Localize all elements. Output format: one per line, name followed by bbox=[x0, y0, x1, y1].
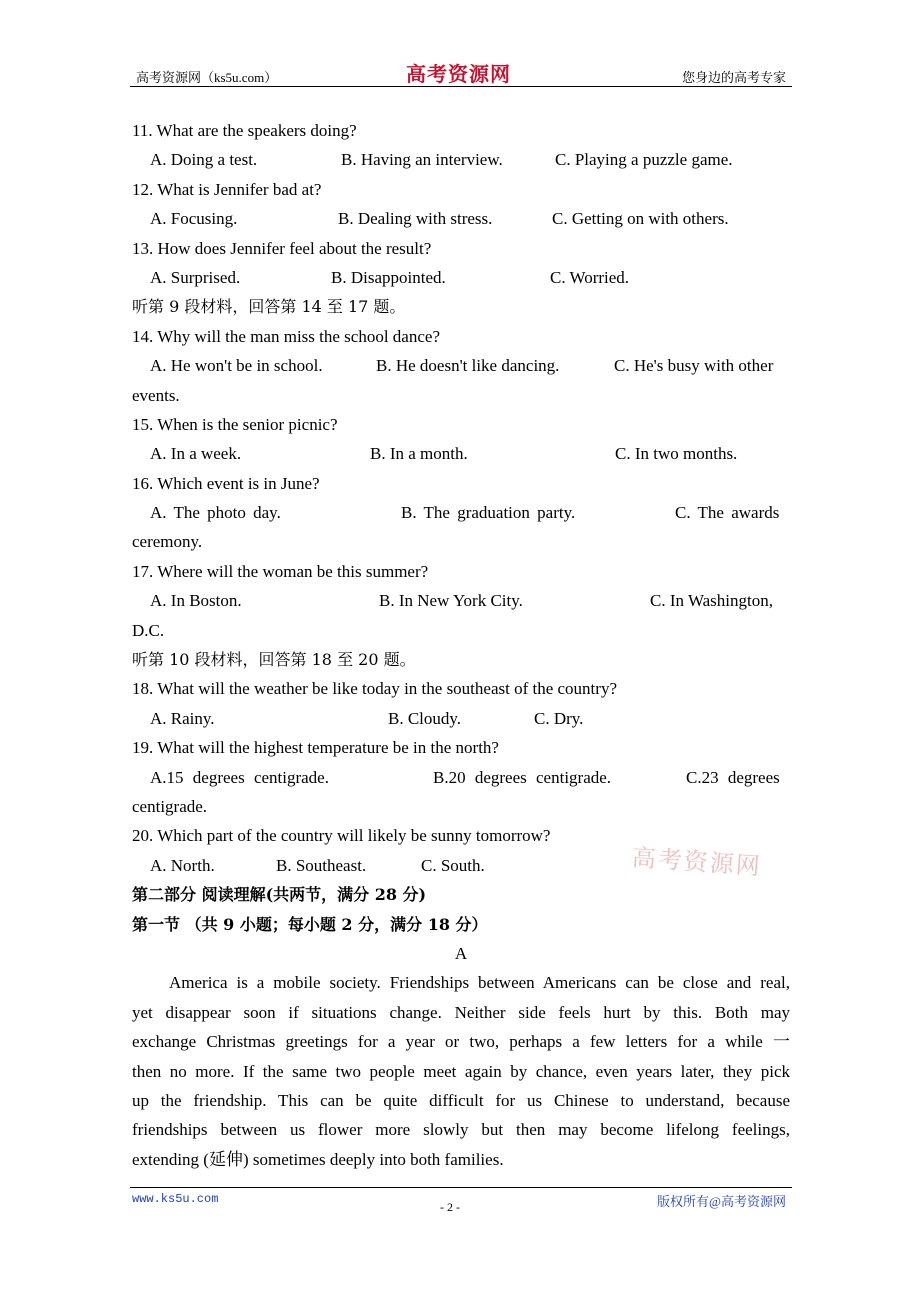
option-20-b: B. Southeast. bbox=[276, 855, 367, 875]
option-16-b: B. The graduation party. bbox=[401, 503, 576, 523]
header-logo: 高考资源网 bbox=[406, 62, 511, 86]
option-19-c-continued: centigrade. bbox=[132, 796, 208, 816]
option-17-a: A. In Boston. bbox=[150, 591, 242, 611]
option-11-a: A. Doing a test. bbox=[150, 150, 258, 170]
question-20: 20. Which part of the country will likely be sunny tomorrow? bbox=[132, 826, 551, 846]
passage-line: then no more. If the same two people meet again by chance, even years later, they pick bbox=[132, 1061, 790, 1081]
option-16-c: C. The awards bbox=[675, 503, 780, 523]
options-16 bbox=[132, 498, 790, 527]
option-14-a: A. He won't be in school. bbox=[150, 356, 323, 376]
option-13-a: A. Surprised. bbox=[150, 267, 241, 287]
option-14-b: B. He doesn't like dancing. bbox=[376, 356, 560, 376]
passage-line: America is a mobile society. Friendships between Americans can be close and real, bbox=[169, 973, 790, 993]
option-20-a: A. North. bbox=[150, 855, 215, 875]
option-13-b: B. Disappointed. bbox=[331, 267, 446, 287]
option-17-c-continued: D.C. bbox=[132, 620, 165, 640]
passage-line: up the friendship. This can be quite difficult for us Chinese to understand, because bbox=[132, 1090, 790, 1110]
question-13: 13. How does Jennifer feel about the result? bbox=[132, 238, 432, 258]
option-19-c: C.23 degrees bbox=[686, 767, 780, 787]
options-12 bbox=[132, 204, 790, 233]
question-14: 14. Why will the man miss the school dance? bbox=[132, 326, 440, 346]
question-19: 19. What will the highest temperature be in the north? bbox=[132, 738, 499, 758]
option-14-c-continued: events. bbox=[132, 385, 180, 405]
options-18 bbox=[132, 704, 790, 733]
passage-a bbox=[132, 968, 790, 1174]
options-13 bbox=[132, 263, 790, 292]
section-10-instruction: 听第 10 段材料，回答第 18 至 20 题。 bbox=[132, 650, 416, 670]
header-site-name: 高考资源网（ks5u.com） bbox=[136, 70, 278, 85]
section-9-instruction: 听第 9 段材料，回答第 14 至 17 题。 bbox=[132, 297, 406, 317]
question-18: 18. What will the weather be like today in the southeast of the country? bbox=[132, 679, 617, 699]
option-13-c: C. Worried. bbox=[550, 267, 630, 287]
page-header bbox=[130, 58, 792, 87]
option-18-b: B. Cloudy. bbox=[388, 708, 462, 728]
passage-line: friendships between us flower more slowly but then may become lifelong feelings, bbox=[132, 1120, 790, 1140]
passage-line: yet disappear soon if situations change. Neither side feels hurt by this. Both may bbox=[132, 1002, 790, 1022]
question-15: 15. When is the senior picnic? bbox=[132, 414, 338, 434]
question-11: 11. What are the speakers doing? bbox=[132, 121, 357, 140]
option-12-c: C. Getting on with others. bbox=[552, 209, 729, 229]
options-14 bbox=[132, 351, 790, 380]
option-11-b: B. Having an interview. bbox=[341, 150, 503, 170]
passage-line: extending (延伸) sometimes deeply into both families. bbox=[132, 1149, 504, 1169]
option-16-a: A. The photo day. bbox=[150, 503, 281, 523]
option-15-b: B. In a month. bbox=[370, 444, 468, 464]
options-15 bbox=[132, 439, 790, 468]
option-12-a: A. Focusing. bbox=[150, 209, 238, 229]
part-2-section-1-title: 第一节 （共 9 小题；每小题 2 分，满分 18 分） bbox=[132, 914, 488, 934]
page-number: - 2 - bbox=[440, 1200, 460, 1214]
footer-copyright: 版权所有@高考资源网 bbox=[657, 1194, 786, 1209]
passage-line: exchange Christmas greetings for a year or two, perhaps a few letters for a while 一 bbox=[132, 1032, 790, 1052]
question-17: 17. Where will the woman be this summer? bbox=[132, 561, 429, 581]
option-15-a: A. In a week. bbox=[150, 444, 242, 464]
option-17-b: B. In New York City. bbox=[379, 591, 523, 611]
footer-url-link[interactable]: www.ks5u.com bbox=[132, 1192, 219, 1206]
option-19-b: B.20 degrees centigrade. bbox=[433, 767, 612, 787]
part-2-title: 第二部分 阅读理解(共两节，满分 28 分) bbox=[132, 885, 427, 905]
options-19 bbox=[132, 763, 790, 792]
option-17-c: C. In Washington, bbox=[650, 591, 773, 611]
option-20-c: C. South. bbox=[421, 855, 485, 875]
options-11 bbox=[132, 145, 790, 174]
question-16: 16. Which event is in June? bbox=[132, 473, 320, 493]
page-footer bbox=[130, 1187, 792, 1214]
passage-label: A bbox=[454, 943, 468, 963]
option-14-c: C. He's busy with other bbox=[614, 356, 774, 376]
option-12-b: B. Dealing with stress. bbox=[338, 209, 493, 229]
option-19-a: A.15 degrees centigrade. bbox=[150, 767, 329, 787]
options-17 bbox=[132, 586, 790, 615]
option-18-c: C. Dry. bbox=[534, 708, 584, 728]
header-slogan: 您身边的高考专家 bbox=[681, 70, 786, 85]
option-11-c: C. Playing a puzzle game. bbox=[555, 150, 733, 170]
question-12: 12. What is Jennifer bad at? bbox=[132, 179, 322, 199]
option-16-c-continued: ceremony. bbox=[132, 532, 203, 552]
watermark-logo: 高考资源网 bbox=[631, 843, 763, 881]
option-18-a: A. Rainy. bbox=[150, 708, 215, 728]
option-15-c: C. In two months. bbox=[615, 444, 738, 464]
document-body bbox=[132, 116, 790, 1174]
